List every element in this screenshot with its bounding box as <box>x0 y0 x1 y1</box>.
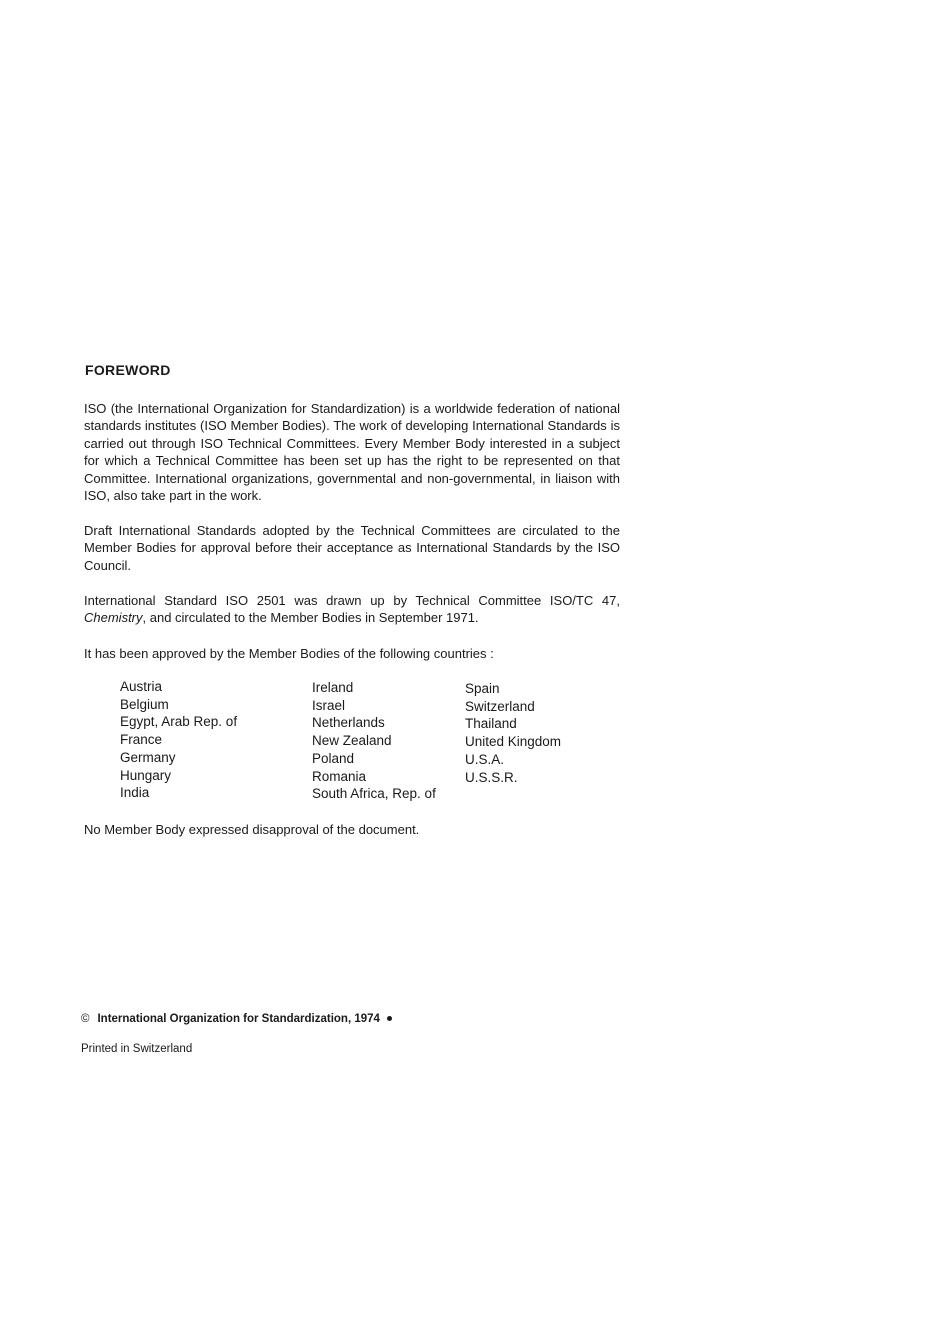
country-item: U.S.S.R. <box>465 769 518 785</box>
disapproval-statement: No Member Body expressed disapproval of the document. <box>84 822 420 837</box>
country-item: India <box>120 785 150 801</box>
country-item: Germany <box>120 749 176 765</box>
bullet-icon <box>387 1016 392 1021</box>
country-item: Hungary <box>120 767 172 783</box>
copyright-text: International Organization for Standardization, 1974 <box>97 1013 380 1025</box>
country-item: Israel <box>312 697 346 713</box>
country-item: Romania <box>312 768 367 784</box>
country-column-3 <box>465 680 561 786</box>
country-item: Egypt, Arab Rep. of <box>120 714 238 730</box>
country-item: Netherlands <box>312 715 385 731</box>
country-item: South Africa, Rep. of <box>312 786 436 802</box>
printed-in: Printed in Switzerland <box>81 1043 193 1055</box>
foreword-paragraph-drafts: Draft International Standards adopted by the Technical Committees are circulated to the Member Bodies for approval before their acceptance as International Standards by the ISO Council. <box>84 523 620 573</box>
foreword-heading: FOREWORD <box>85 362 171 378</box>
country-item: Switzerland <box>465 698 535 714</box>
standard-text-before: International Standard ISO 2501 was drawn up by Technical Committee ISO/TC 47, <box>84 593 620 608</box>
approval-intro: It has been approved by the Member Bodies of the following countries : <box>84 646 494 661</box>
country-item: Poland <box>312 750 355 766</box>
country-column-1 <box>120 678 237 802</box>
country-item: France <box>120 732 163 748</box>
country-item: Thailand <box>465 716 517 732</box>
copyright-line <box>81 1013 392 1025</box>
country-item: Austria <box>120 679 163 694</box>
country-item: New Zealand <box>312 733 392 749</box>
foreword-paragraph-standard <box>84 592 620 627</box>
country-item: U.S.A. <box>465 751 505 767</box>
country-item: Ireland <box>312 680 354 695</box>
foreword-paragraph-iso: ISO (the International Organization for Standardization) is a worldwide federation of national standards institutes (ISO Member Bodies). The work of developing International Standards is carried out through ISO Technical Committees. Every Member Body interested in a subject for which a Technical Committee has been set up has the right to be represented on that Committee. International organizations, governmental and non-governmental, in liaison with ISO, also take part in the work. <box>84 401 620 504</box>
standard-text-after: , and circulated to the Member Bodies in September 1971. <box>142 610 479 626</box>
country-column-2 <box>312 679 436 803</box>
committee-name: Chemistry <box>84 610 143 626</box>
country-item: United Kingdom <box>465 734 562 750</box>
copyright-symbol: © <box>81 1013 90 1025</box>
country-item: Spain <box>465 681 500 696</box>
country-item: Belgium <box>120 696 169 712</box>
